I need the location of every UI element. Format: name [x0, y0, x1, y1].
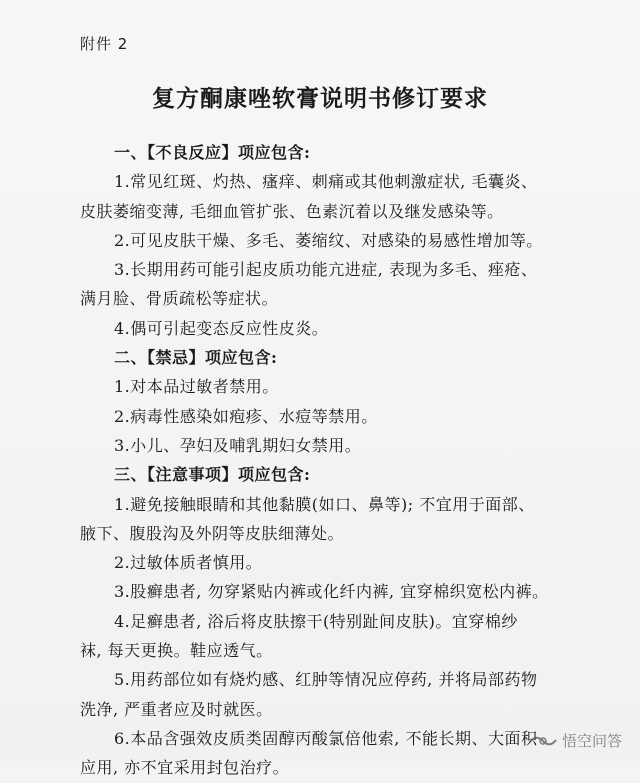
- body-line: 满月脸、骨质疏松等症状。: [80, 289, 279, 309]
- body-line: 1.常见红斑、灼热、瘙痒、刺痛或其他刺激症状, 毛囊炎、: [114, 172, 538, 192]
- body-line: 3.长期用药可能引起皮质功能亢进症, 表现为多毛、痤疮、: [114, 260, 538, 280]
- body-line: 6.本品含强效皮质类固醇丙酸氯倍他索, 不能长期、大面积: [114, 728, 538, 748]
- document-body: [80, 138, 570, 783]
- body-line: 3.小儿、孕妇及哺乳期妇女禁用。: [114, 435, 362, 455]
- body-line: 2.病毒性感染如疱疹、水痘等禁用。: [114, 406, 378, 426]
- watermark-text: 悟空问答: [561, 732, 622, 750]
- body-line: 4.偶可引起变态反应性皮炎。: [114, 318, 329, 338]
- document-title: 复方酮康唑软膏说明书修订要求: [152, 85, 488, 112]
- wukong-logo-icon: [528, 732, 558, 750]
- watermark: [528, 730, 622, 751]
- body-line: 2.过敏体质者慎用。: [114, 553, 263, 573]
- body-line: 洗净, 严重者应及时就医。: [80, 699, 273, 719]
- body-line: 1.避免接触眼睛和其他黏膜(如口、鼻等); 不宜用于面部、: [114, 494, 535, 514]
- section-heading: 二、【禁忌】项应包含:: [114, 348, 278, 368]
- body-line: 1.对本品过敏者禁用。: [114, 377, 279, 397]
- body-line: 4.足癣患者, 浴后将皮肤擦干(特别趾间皮肤)。宜穿棉纱: [114, 611, 518, 631]
- body-line: 袜, 每天更换。鞋应透气。: [80, 641, 273, 661]
- body-line: 3.股癣患者, 勿穿紧贴内裤或化纤内裤, 宜穿棉织宽松内裤。: [114, 582, 549, 602]
- attachment-label: 附件 2: [80, 35, 129, 53]
- body-line: 腋下、腹股沟及外阴等皮肤细薄处。: [80, 523, 345, 543]
- body-line: 5.用药部位如有烧灼感、红肿等情况应停药, 并将局部药物: [114, 670, 538, 690]
- body-line: 皮肤萎缩变薄, 毛细血管扩张、色素沉着以及继发感染等。: [80, 201, 504, 221]
- section-heading: 三、【注意事项】项应包含:: [114, 465, 311, 485]
- body-line: 2.可见皮肤干燥、多毛、萎缩纹、对感染的易感性增加等。: [114, 230, 543, 250]
- body-line: 应用, 亦不宜采用封包治疗。: [80, 758, 290, 778]
- section-heading: 一、【不良反应】项应包含:: [114, 143, 311, 162]
